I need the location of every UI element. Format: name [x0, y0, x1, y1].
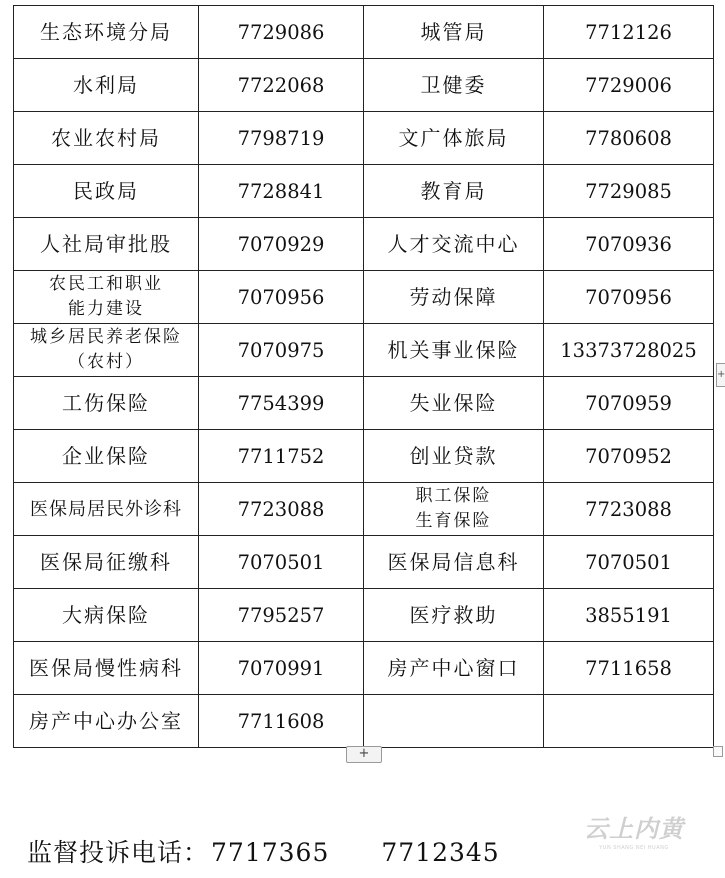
department-name-line: 农民工和职业: [49, 274, 163, 294]
phone-number: 7722068: [199, 59, 364, 112]
table-row: [14, 642, 714, 695]
phone-number: 3855191: [544, 589, 714, 642]
phone-number: 7712126: [544, 6, 714, 59]
phone-directory-table: [13, 5, 714, 748]
phone-number: 7070956: [544, 271, 714, 324]
department-name: 大病保险: [14, 589, 199, 642]
empty-cell: [364, 695, 544, 748]
department-name: 企业保险: [14, 430, 199, 483]
phone-number: 7070959: [544, 377, 714, 430]
complaint-hotline-label: 监督投诉电话：: [27, 838, 210, 867]
phone-number: 7780608: [544, 112, 714, 165]
empty-cell: [544, 695, 714, 748]
table-row: [14, 271, 714, 324]
department-name: 人才交流中心: [364, 218, 544, 271]
department-name: 工伤保险: [14, 377, 199, 430]
phone-number: 7070501: [544, 536, 714, 589]
department-name: 房产中心窗口: [364, 642, 544, 695]
department-name: [14, 324, 199, 377]
department-name-line: 能力建设: [68, 299, 144, 319]
department-name: 人社局审批股: [14, 218, 199, 271]
department-name: 医保局居民外诊科: [14, 483, 199, 536]
department-name: 教育局: [364, 165, 544, 218]
department-name-line: （农村）: [68, 352, 144, 372]
table-row: [14, 483, 714, 536]
complaint-phone-1: 7717365: [211, 838, 330, 867]
department-name: 房产中心办公室: [14, 695, 199, 748]
phone-number: 7711608: [199, 695, 364, 748]
department-name: 机关事业保险: [364, 324, 544, 377]
table-row: [14, 218, 714, 271]
table-row: [14, 695, 714, 748]
phone-number: 7070501: [199, 536, 364, 589]
phone-number: 7711658: [544, 642, 714, 695]
department-name: [14, 271, 199, 324]
department-name: 医保局信息科: [364, 536, 544, 589]
department-name: 城管局: [364, 6, 544, 59]
phone-number: 7070952: [544, 430, 714, 483]
department-name: 文广体旅局: [364, 112, 544, 165]
department-name: 医疗救助: [364, 589, 544, 642]
department-name: 劳动保障: [364, 271, 544, 324]
table-row: [14, 112, 714, 165]
phone-number: 13373728025: [544, 324, 714, 377]
phone-number: 7070991: [199, 642, 364, 695]
phone-number: 7798719: [199, 112, 364, 165]
table-row: [14, 536, 714, 589]
add-column-handle[interactable]: +: [716, 363, 725, 387]
phone-number: 7729086: [199, 6, 364, 59]
phone-number: 7070936: [544, 218, 714, 271]
watermark-subtext: YUN SHANG NEI HUANG: [599, 845, 669, 851]
phone-number: 7795257: [199, 589, 364, 642]
department-name: 医保局慢性病科: [14, 642, 199, 695]
department-name: 失业保险: [364, 377, 544, 430]
add-row-button[interactable]: +: [346, 746, 382, 763]
department-name: 创业贷款: [364, 430, 544, 483]
watermark-logo: [584, 814, 684, 858]
department-name: 医保局征缴科: [14, 536, 199, 589]
phone-number: 7729006: [544, 59, 714, 112]
department-name: 民政局: [14, 165, 199, 218]
department-name: 卫健委: [364, 59, 544, 112]
department-name: 生态环境分局: [14, 6, 199, 59]
directory-sheet: [13, 5, 713, 748]
department-name: 农业农村局: [14, 112, 199, 165]
phone-number: 7711752: [199, 430, 364, 483]
complaint-phone-2: 7712345: [381, 838, 500, 867]
table-row: [14, 377, 714, 430]
phone-number: 7070956: [199, 271, 364, 324]
phone-number: 7723088: [544, 483, 714, 536]
table-row: [14, 6, 714, 59]
phone-number: 7754399: [199, 377, 364, 430]
department-name-line: 城乡居民养老保险: [30, 327, 182, 347]
table-row: [14, 165, 714, 218]
phone-number: 7729085: [544, 165, 714, 218]
phone-number: 7728841: [199, 165, 364, 218]
department-name: 水利局: [14, 59, 199, 112]
phone-number: 7070929: [199, 218, 364, 271]
department-name: [364, 483, 544, 536]
table-resize-handle[interactable]: [713, 746, 723, 757]
department-name-line: 职工保险: [415, 486, 492, 506]
table-row: [14, 59, 714, 112]
phone-number: 7070975: [199, 324, 364, 377]
table-row: [14, 430, 714, 483]
table-row: [14, 324, 714, 377]
complaint-hotline: [27, 833, 500, 869]
department-name-line: 生育保险: [415, 511, 492, 531]
table-row: [14, 589, 714, 642]
phone-number: 7723088: [199, 483, 364, 536]
watermark-text: 云上内黄: [584, 815, 684, 843]
